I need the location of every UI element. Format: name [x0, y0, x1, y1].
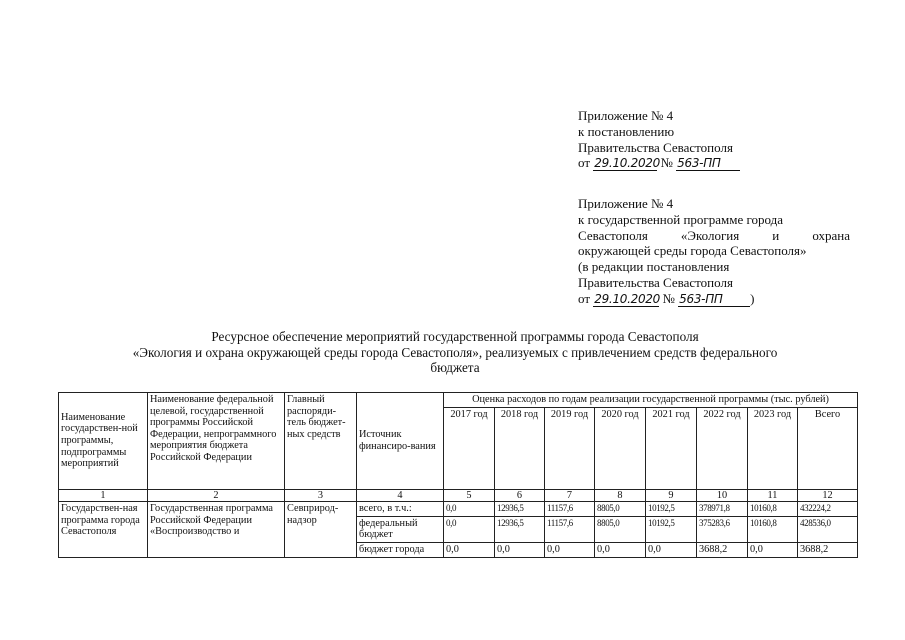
handwritten-date: 29.10.2020: [594, 291, 660, 306]
value-cell: 375283,6: [697, 516, 748, 542]
appendix-date-line: [578, 291, 850, 307]
word: Севастополя: [578, 227, 648, 243]
header-year: 2021 год: [646, 407, 697, 489]
value-cell: 8805,0: [595, 516, 646, 542]
handwritten-date: 29.10.2020: [594, 156, 660, 171]
value-cell: 10160,8: [748, 516, 798, 542]
title-line: бюджета: [430, 360, 480, 375]
appendix-line: Правительства Севастополя: [578, 139, 733, 155]
handwritten-number: 563-ПП: [676, 157, 740, 171]
value-cell: 0,0: [646, 542, 697, 557]
funding-source-cell: федеральный бюджет: [357, 516, 444, 542]
header-year: 2019 год: [545, 407, 595, 489]
from-label: от: [578, 155, 591, 171]
value-cell: 0,0: [545, 542, 595, 557]
value-cell: 8805,0: [595, 502, 646, 517]
value-cell: 0,0: [495, 542, 545, 557]
closing-paren: ): [750, 290, 755, 306]
table-row: [59, 502, 858, 517]
column-number: 11: [748, 489, 798, 502]
title-line: «Экология и охрана окружающей среды города Севастополя», реализуемых с привлечением средств федерального: [132, 344, 778, 360]
header-expenditure-estimate: Оценка расходов по годам реализации государственной программы (тыс. рублей): [444, 393, 858, 408]
value-cell: 0,0: [748, 542, 798, 557]
value-cell: 3688,2: [697, 542, 748, 557]
appendix-program: [578, 196, 850, 307]
word: и: [772, 227, 780, 243]
value-cell: 3688,2: [798, 542, 858, 557]
handwritten-number: 563-ПП: [678, 293, 750, 307]
value-cell: 12936,5: [495, 502, 545, 517]
header-row: [59, 393, 858, 408]
from-label: от: [578, 290, 591, 306]
value-cell: 10192,5: [646, 502, 697, 517]
value-cell: 12936,5: [495, 516, 545, 542]
appendix-date-line: [578, 155, 850, 171]
resource-table: [58, 392, 858, 558]
title-line: Ресурсное обеспечение мероприятий государственной программы города Севастополя: [211, 329, 699, 344]
header-administrator: Главный распоряди-тель бюджет-ных средств: [285, 393, 357, 490]
header-funding-source: Источник финансиро-вания: [357, 393, 444, 490]
funding-source-cell: всего, в т.ч.:: [357, 502, 444, 517]
column-number: 10: [697, 489, 748, 502]
column-number: 3: [285, 489, 357, 502]
header-year: 2022 год: [697, 407, 748, 489]
appendix-resolution: [578, 108, 850, 171]
value-cell: 0,0: [444, 502, 495, 517]
column-number: 1: [59, 489, 148, 502]
number-sign: №: [660, 155, 673, 171]
appendix-line: окружающей среды города Севастополя»: [578, 243, 807, 259]
column-number: 6: [495, 489, 545, 502]
column-number: 7: [545, 489, 595, 502]
header-year: 2018 год: [495, 407, 545, 489]
value-cell: 428536,0: [798, 516, 858, 542]
appendix-line: к государственной программе города: [578, 211, 784, 227]
header-program-name: Наименование государствен-ной программы, подпрограммы мероприятий: [59, 393, 148, 490]
value-cell: 0,0: [595, 542, 646, 557]
value-cell: 0,0: [444, 542, 495, 557]
appendix-line: (в редакции постановления: [578, 259, 730, 275]
appendix-line: к постановлению: [578, 123, 675, 139]
program-name-cell: Государствен-ная программа города Севастополя: [59, 502, 148, 557]
appendix-line: Правительства Севастополя: [578, 274, 733, 290]
value-cell: 378971,8: [697, 502, 748, 517]
federal-program-cell: Государственная программа Российской Федерации «Воспроизводство и: [148, 502, 285, 557]
value-cell: 11157,6: [545, 502, 595, 517]
value-cell: 11157,6: [545, 516, 595, 542]
value-cell: 432224,2: [798, 502, 858, 517]
column-number: 8: [595, 489, 646, 502]
word: охрана: [812, 227, 850, 243]
funding-source-cell: бюджет города: [357, 542, 444, 557]
value-cell: 10192,5: [646, 516, 697, 542]
administrator-cell: Севприрод-надзор: [285, 502, 357, 557]
column-number: 2: [148, 489, 285, 502]
value-cell: 10160,8: [748, 502, 798, 517]
header-year: 2020 год: [595, 407, 646, 489]
appendix-line-justified: [578, 228, 850, 244]
header-year: 2017 год: [444, 407, 495, 489]
header-year: 2023 год: [748, 407, 798, 489]
number-sign: №: [662, 290, 675, 306]
column-number: 12: [798, 489, 858, 502]
header-federal-program: Наименование федеральной целевой, государственной программы Российской Федерации, непрограммного мероприятия бюджета Российской Федерации: [148, 393, 285, 490]
column-number: 9: [646, 489, 697, 502]
column-number: 5: [444, 489, 495, 502]
value-cell: 0,0: [444, 516, 495, 542]
header-total: Всего: [798, 407, 858, 489]
word: «Экология: [680, 227, 740, 243]
appendix-heading: Приложение № 4: [578, 108, 674, 123]
appendix-heading: Приложение № 4: [578, 196, 674, 211]
column-number: 4: [357, 489, 444, 502]
column-numbers-row: [59, 489, 858, 502]
document-title: [40, 329, 870, 376]
